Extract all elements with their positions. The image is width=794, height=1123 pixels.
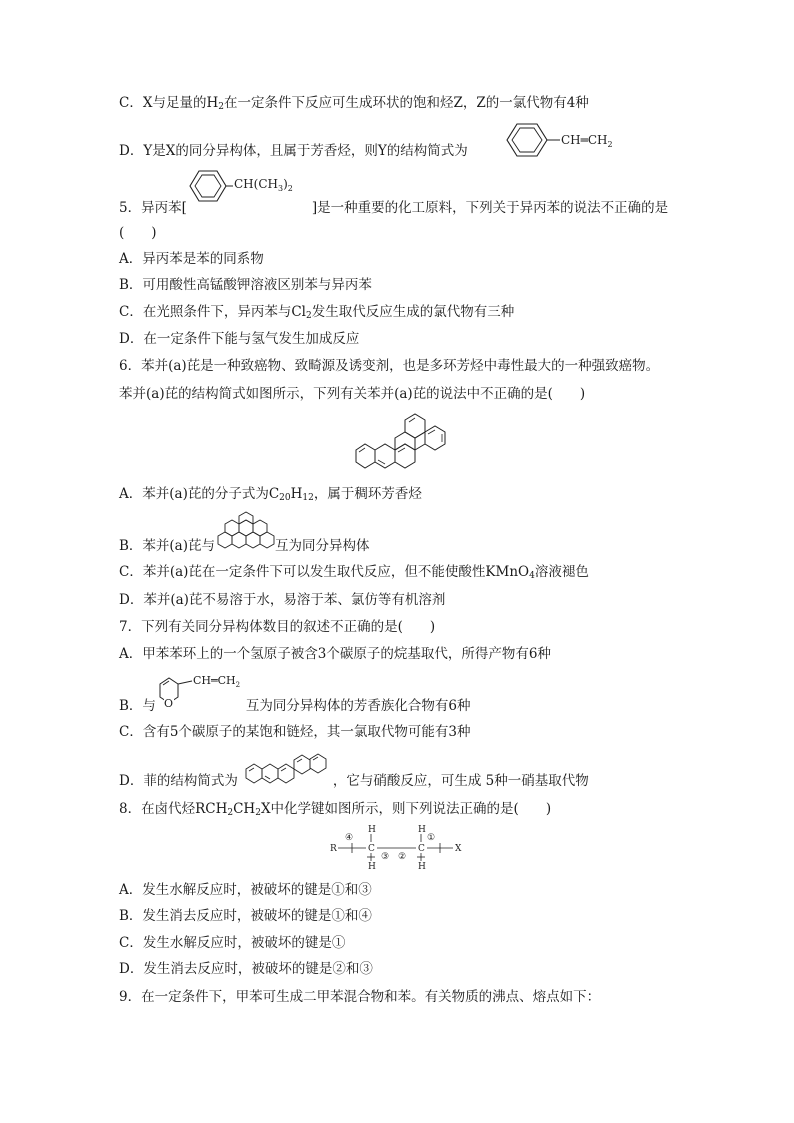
haloalkane-bond-diagram [328,822,478,872]
q7-option-c [119,723,471,741]
text: 5．异丙苯[ [119,200,187,216]
q7-option-b [119,697,471,715]
text: C．X与足量的H [119,95,219,111]
text: A．甲苯苯环上的一个氢原子被含3个碳原子的烷基取代，所得产物有6种 [119,646,551,662]
q8-option-a [119,881,372,899]
bond-3-label: ③ [381,852,390,862]
q5-answer-paren [119,224,157,242]
h-label: H [368,862,376,872]
text: B．发生消去反应时，被破坏的键是①和④ [119,908,372,924]
text: 发生取代反应生成的氯代物有三种 [311,304,515,320]
text: D．Y是X的同分异构体，且属于芳香烃，则Y的结构简式为 [119,143,468,159]
text: D．在一定条件下能与氢气发生加成反应 [119,331,360,347]
text: B．与 [119,698,156,714]
q5-option-c [119,303,514,321]
q5-option-d [119,330,359,348]
text: B．苯并(a)芘与 [119,538,216,554]
text: B．可用酸性高锰酸钾溶液区别苯与异丙苯 [119,277,372,293]
q8-option-c [119,934,345,952]
text: 6．苯并(a)芘是一种致癌物、致畸源及诱变剂，也是多环芳烃中毒性最大的一种强致癌物。 [119,358,660,374]
benzo-a-pyrene-structure [348,410,458,478]
r-label: R [330,844,337,854]
q6-option-d [119,591,445,609]
text: C．发生水解反应时，被破坏的键是① [119,935,346,951]
cumene-group-label: $CH(CH_3)_2$ [234,177,293,193]
x-label: X [455,844,462,854]
q8-option-d [119,960,373,978]
q4-option-c [119,94,589,112]
text: ( ) [119,225,157,241]
subscript: 2 [218,102,224,112]
text: 溶液褪色 [534,564,589,580]
text: D．发生消去反应时，被破坏的键是②和③ [119,961,373,977]
text: ，它与硝酸反应，可生成 5种一硝基取代物 [332,773,589,789]
vinyl-group-label: $CH═CH_2$ [193,674,241,689]
q8-option-b [119,907,372,925]
q6-option-a [119,485,422,503]
text: 8．在卤代烃RCH [119,801,228,817]
text: C．苯并(a)芘在一定条件下可以发生取代反应，但不能使酸性KMnO [119,564,530,580]
q6-option-c [119,563,589,581]
text: A．异丙苯是苯的同系物 [119,251,264,267]
text: 7．下列有关同分异构体数目的叙述不正确的是( ) [119,619,436,635]
bond-2-label: ② [398,852,407,862]
text: D．菲的结构简式为 [119,773,238,789]
text: D．苯并(a)芘不易溶于水，易溶于苯、氯仿等有机溶剂 [119,592,446,608]
text: CH [233,801,256,817]
text: 互为同分异构体的芳香族化合物有6种 [245,698,471,714]
subscript: 2 [227,808,234,818]
q7-option-d [119,772,589,790]
q5-stem [119,199,668,217]
c-label: C [418,844,425,854]
bond-4-label: ④ [345,833,354,843]
text: C．在光照条件下，异丙苯与Cl [119,304,306,320]
text: C．含有5个碳原子的某饱和链烃，其一氯取代物可能有3种 [119,724,471,740]
c-label: C [368,844,375,854]
subscript: 2 [305,311,312,321]
oxygen-label: O [164,697,174,710]
text: ，属于稠环芳香烃 [313,486,422,502]
q5-option-a [119,250,264,268]
text: A．苯并(a)芘的分子式为C [119,486,280,502]
styrene-group-label: $CH═CH_2$ [561,133,613,149]
styrene-structure [500,120,640,162]
q5-option-b [119,276,372,294]
subscript: 4 [529,571,535,581]
bond-1-label: ① [427,833,436,843]
q7-stem [119,618,435,636]
text: 互为同分异构体 [275,538,370,554]
text: 在一定条件下反应可生成环状的饱和烃Z，Z的一氯代物有4种 [223,95,589,111]
text: ]是一种重要的化工原料，下列关于异丙苯的说法不正确的是 [311,200,669,216]
subscript: 20 [279,493,291,503]
q9-stem [119,988,600,1006]
text: H [290,486,303,502]
h-label: H [418,825,426,835]
text: A．发生水解反应时，被破坏的键是①和③ [119,882,372,898]
q6-option-b [119,537,370,555]
text: 9．在一定条件下，甲苯可生成二甲苯混合物和苯。有关物质的沸点、熔点如下： [119,989,601,1005]
q6-stem-2 [119,385,585,403]
q7-option-a [119,645,551,663]
q4-option-d [119,142,468,160]
h-label: H [368,825,376,835]
h-label: H [418,862,426,872]
text: X中化学键如图所示，则下列说法正确的是( ) [260,801,552,817]
q6-stem-1 [119,357,659,375]
q8-stem [119,800,551,818]
text: 苯并(a)芘的结构简式如图所示，下列有关苯并(a)芘的说法中不正确的是( ) [119,386,586,402]
subscript: 2 [255,808,261,818]
subscript: 12 [302,493,314,503]
